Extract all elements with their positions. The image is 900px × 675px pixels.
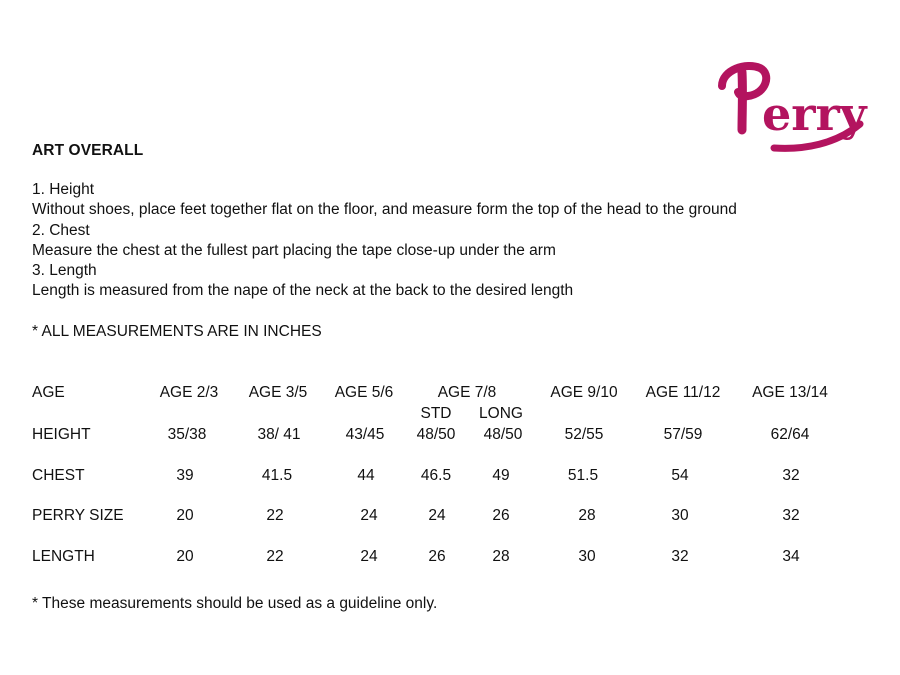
instruction-length-text: Length is measured from the nape of the neck at the back to the desired length (32, 282, 574, 300)
table-cell: 35/38 (167, 426, 207, 443)
age-row-label: AGE (32, 384, 65, 401)
table-cell: 24 (360, 548, 378, 565)
table-cell: 32 (782, 467, 800, 484)
table-cell: 44 (357, 467, 375, 484)
table-cell: 28 (578, 507, 596, 524)
std-subheader: STD (420, 405, 452, 422)
age-header: AGE 7/8 (437, 384, 497, 401)
guideline-note: * These measurements should be used as a guideline only. (32, 595, 438, 612)
table-cell: 39 (176, 467, 194, 484)
table-cell: 48/50 (416, 426, 456, 443)
table-cell: 28 (492, 548, 510, 565)
table-cell: 38/ 41 (257, 426, 301, 443)
page-title: ART OVERALL (32, 142, 144, 159)
units-note: * ALL MEASUREMENTS ARE IN INCHES (32, 323, 322, 340)
table-cell: 51.5 (567, 467, 599, 484)
instruction-chest-heading: 2. Chest (32, 221, 90, 239)
table-cell: 22 (266, 548, 284, 565)
table-cell: 32 (671, 548, 689, 565)
table-cell: 54 (671, 467, 689, 484)
table-cell: 26 (428, 548, 446, 565)
table-cell: 26 (492, 507, 510, 524)
age-header: AGE 13/14 (752, 384, 828, 401)
chest-row-label: CHEST (32, 467, 85, 484)
table-cell: 49 (492, 467, 510, 484)
table-cell: 48/50 (483, 426, 523, 443)
table-cell: 41.5 (261, 467, 293, 484)
table-cell: 34 (782, 548, 800, 565)
long-subheader: LONG (479, 405, 523, 422)
height-row-label: HEIGHT (32, 426, 91, 443)
instruction-height-text: Without shoes, place feet together flat on the floor, and measure form the top of the head to the ground (32, 201, 737, 219)
table-cell: 22 (266, 507, 284, 524)
age-header: AGE 3/5 (248, 384, 308, 401)
table-cell: 32 (782, 507, 800, 524)
table-cell: 20 (176, 548, 194, 565)
perry-logo-icon (712, 54, 874, 154)
table-cell: 46.5 (420, 467, 452, 484)
table-cell: 30 (578, 548, 596, 565)
table-cell: 30 (671, 507, 689, 524)
table-cell: 24 (428, 507, 446, 524)
age-header: AGE 5/6 (334, 384, 394, 401)
age-header: AGE 2/3 (159, 384, 219, 401)
perry-logo (712, 54, 874, 154)
perry-logo-lettering: erry (762, 87, 867, 141)
length-row-label: LENGTH (32, 548, 95, 565)
table-cell: 20 (176, 507, 194, 524)
table-cell: 62/64 (770, 426, 810, 443)
measurement-instructions (32, 180, 737, 302)
table-cell: 52/55 (564, 426, 604, 443)
instruction-length-heading: 3. Length (32, 262, 97, 280)
instruction-height-heading: 1. Height (32, 181, 95, 198)
perry-size-row-label: PERRY SIZE (32, 507, 124, 524)
table-cell: 57/59 (663, 426, 703, 443)
instruction-chest-text: Measure the chest at the fullest part placing the tape close-up under the arm (32, 241, 556, 259)
age-header: AGE 9/10 (550, 384, 618, 401)
table-cell: 43/45 (345, 426, 385, 443)
table-cell: 24 (360, 507, 378, 524)
age-header: AGE 11/12 (645, 384, 721, 401)
